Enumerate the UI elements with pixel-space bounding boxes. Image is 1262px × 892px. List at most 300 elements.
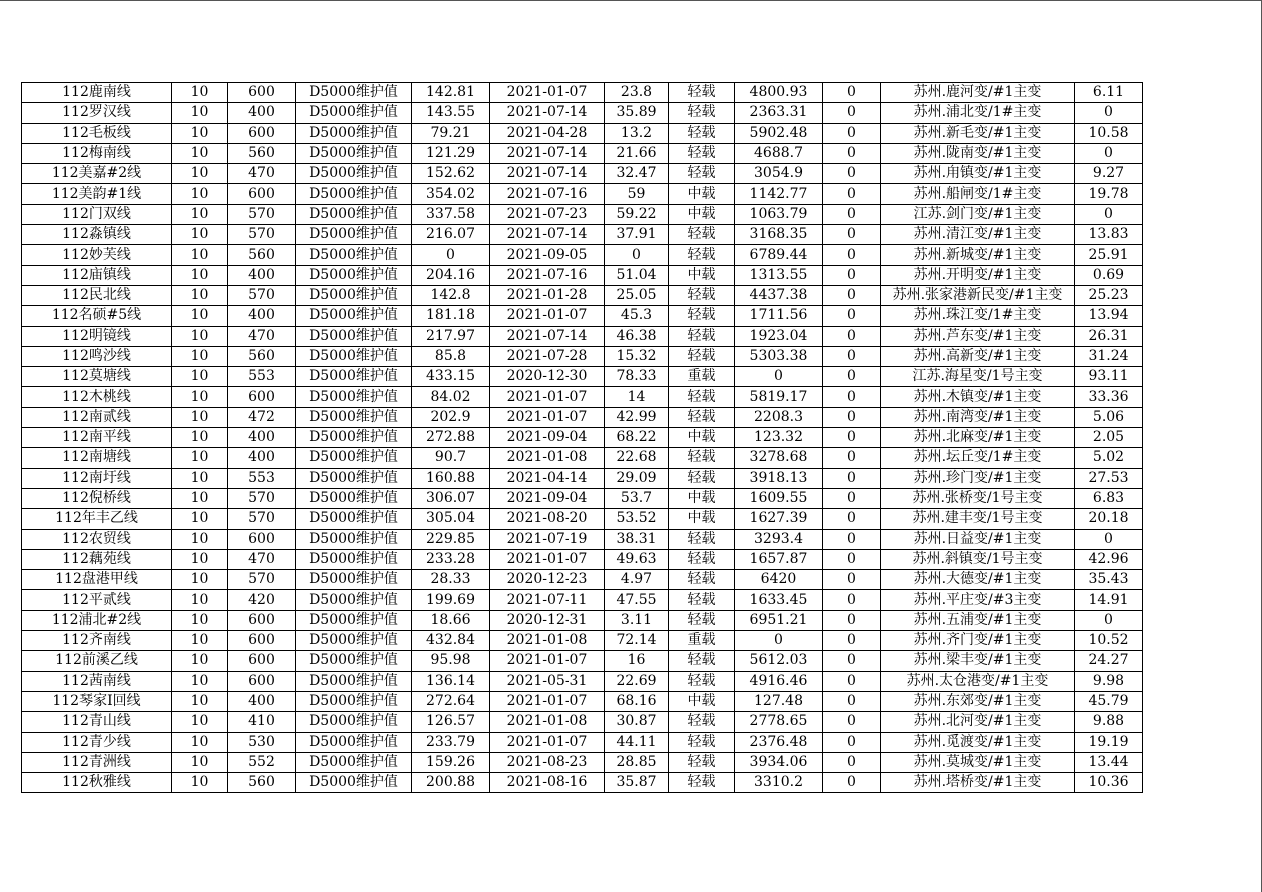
load-cell: 233.79	[412, 732, 490, 752]
transformer-cell: 苏州.莫城变/#1主变	[881, 752, 1075, 772]
zero-cell: 0	[823, 570, 881, 590]
margin-cell: 1627.39	[735, 509, 823, 529]
table-row	[22, 752, 1143, 772]
voltage-cell: 10	[172, 103, 228, 123]
load-rate-cell: 22.68	[605, 448, 669, 468]
capacity-cell: 472	[228, 407, 296, 427]
source-cell: D5000维护值	[296, 590, 412, 610]
voltage-cell: 10	[172, 83, 228, 103]
line-name-cell: 112前溪乙线	[22, 651, 172, 671]
capacity-cell: 400	[228, 103, 296, 123]
voltage-cell: 10	[172, 448, 228, 468]
capacity-cell: 400	[228, 428, 296, 448]
capacity-cell: 600	[228, 387, 296, 407]
date-cell: 2021-07-14	[490, 103, 605, 123]
source-cell: D5000维护值	[296, 326, 412, 346]
load-status-cell: 轻载	[669, 164, 735, 184]
load-status-cell: 轻载	[669, 773, 735, 793]
load-status-cell: 中载	[669, 691, 735, 711]
load-cell: 121.29	[412, 143, 490, 163]
table-row	[22, 367, 1143, 387]
load-cell: 204.16	[412, 265, 490, 285]
voltage-cell: 10	[172, 346, 228, 366]
table-row	[22, 773, 1143, 793]
line-name-cell: 112倪桥线	[22, 488, 172, 508]
margin-cell: 0	[735, 631, 823, 651]
load-rate-cell: 14	[605, 387, 669, 407]
margin-cell: 1923.04	[735, 326, 823, 346]
load-status-cell: 中载	[669, 509, 735, 529]
zero-cell: 0	[823, 83, 881, 103]
load-rate-cell: 23.8	[605, 83, 669, 103]
table-row	[22, 570, 1143, 590]
table-row	[22, 610, 1143, 630]
load-rate-cell: 53.52	[605, 509, 669, 529]
source-cell: D5000维护值	[296, 712, 412, 732]
transformer-cell: 苏州.平庄变/#3主变	[881, 590, 1075, 610]
value-cell: 25.23	[1075, 285, 1143, 305]
date-cell: 2021-07-14	[490, 164, 605, 184]
load-status-cell: 轻载	[669, 448, 735, 468]
voltage-cell: 10	[172, 691, 228, 711]
margin-cell: 1657.87	[735, 549, 823, 569]
table-row	[22, 509, 1143, 529]
margin-cell: 1609.55	[735, 488, 823, 508]
source-cell: D5000维护值	[296, 285, 412, 305]
load-rate-cell: 15.32	[605, 346, 669, 366]
voltage-cell: 10	[172, 509, 228, 529]
value-cell: 14.91	[1075, 590, 1143, 610]
line-name-cell: 112农贸线	[22, 529, 172, 549]
zero-cell: 0	[823, 448, 881, 468]
margin-cell: 3293.4	[735, 529, 823, 549]
source-cell: D5000维护值	[296, 732, 412, 752]
load-cell: 272.88	[412, 428, 490, 448]
table-row	[22, 204, 1143, 224]
capacity-cell: 570	[228, 509, 296, 529]
transformer-cell: 苏州.鹿河变/#1主变	[881, 83, 1075, 103]
load-rate-cell: 68.16	[605, 691, 669, 711]
source-cell: D5000维护值	[296, 387, 412, 407]
capacity-cell: 552	[228, 752, 296, 772]
voltage-cell: 10	[172, 671, 228, 691]
zero-cell: 0	[823, 712, 881, 732]
zero-cell: 0	[823, 488, 881, 508]
value-cell: 6.83	[1075, 488, 1143, 508]
voltage-cell: 10	[172, 752, 228, 772]
load-cell: 90.7	[412, 448, 490, 468]
margin-cell: 4916.46	[735, 671, 823, 691]
load-status-cell: 轻载	[669, 123, 735, 143]
load-cell: 305.04	[412, 509, 490, 529]
line-name-cell: 112庙镇线	[22, 265, 172, 285]
source-cell: D5000维护值	[296, 83, 412, 103]
zero-cell: 0	[823, 164, 881, 184]
capacity-cell: 420	[228, 590, 296, 610]
load-cell: 337.58	[412, 204, 490, 224]
zero-cell: 0	[823, 732, 881, 752]
transformer-cell: 苏州.木镇变/#1主变	[881, 387, 1075, 407]
load-rate-cell: 37.91	[605, 225, 669, 245]
date-cell: 2020-12-23	[490, 570, 605, 590]
margin-cell: 5819.17	[735, 387, 823, 407]
load-rate-cell: 29.09	[605, 468, 669, 488]
date-cell: 2021-07-16	[490, 184, 605, 204]
margin-cell: 6789.44	[735, 245, 823, 265]
date-cell: 2021-01-08	[490, 631, 605, 651]
load-status-cell: 中载	[669, 204, 735, 224]
load-status-cell: 轻载	[669, 225, 735, 245]
table-row	[22, 164, 1143, 184]
voltage-cell: 10	[172, 570, 228, 590]
load-cell: 142.8	[412, 285, 490, 305]
margin-cell: 6951.21	[735, 610, 823, 630]
load-status-cell: 轻载	[669, 712, 735, 732]
date-cell: 2021-07-23	[490, 204, 605, 224]
voltage-cell: 10	[172, 407, 228, 427]
load-rate-cell: 0	[605, 245, 669, 265]
capacity-cell: 560	[228, 245, 296, 265]
value-cell: 0	[1075, 529, 1143, 549]
table-row	[22, 245, 1143, 265]
capacity-cell: 600	[228, 83, 296, 103]
load-cell: 181.18	[412, 306, 490, 326]
load-status-cell: 轻载	[669, 732, 735, 752]
value-cell: 5.02	[1075, 448, 1143, 468]
source-cell: D5000维护值	[296, 752, 412, 772]
line-name-cell: 112梅南线	[22, 143, 172, 163]
table-row	[22, 103, 1143, 123]
date-cell: 2021-01-07	[490, 691, 605, 711]
margin-cell: 0	[735, 367, 823, 387]
date-cell: 2021-01-08	[490, 448, 605, 468]
table-row	[22, 143, 1143, 163]
zero-cell: 0	[823, 225, 881, 245]
line-name-cell: 112鹿南线	[22, 83, 172, 103]
line-name-cell: 112茜南线	[22, 671, 172, 691]
table-row	[22, 326, 1143, 346]
voltage-cell: 10	[172, 245, 228, 265]
transformer-cell: 苏州.塔桥变/#1主变	[881, 773, 1075, 793]
source-cell: D5000维护值	[296, 346, 412, 366]
value-cell: 19.78	[1075, 184, 1143, 204]
capacity-cell: 470	[228, 164, 296, 184]
voltage-cell: 10	[172, 326, 228, 346]
margin-cell: 2376.48	[735, 732, 823, 752]
load-cell: 200.88	[412, 773, 490, 793]
value-cell: 26.31	[1075, 326, 1143, 346]
transformer-cell: 苏州.船闸变/1#主变	[881, 184, 1075, 204]
load-status-cell: 轻载	[669, 590, 735, 610]
transformer-cell: 苏州.新毛变/#1主变	[881, 123, 1075, 143]
value-cell: 9.88	[1075, 712, 1143, 732]
load-cell: 79.21	[412, 123, 490, 143]
source-cell: D5000维护值	[296, 529, 412, 549]
value-cell: 13.44	[1075, 752, 1143, 772]
table-row	[22, 651, 1143, 671]
capacity-cell: 600	[228, 671, 296, 691]
capacity-cell: 400	[228, 448, 296, 468]
zero-cell: 0	[823, 387, 881, 407]
load-status-cell: 中载	[669, 428, 735, 448]
source-cell: D5000维护值	[296, 468, 412, 488]
line-name-cell: 112平贰线	[22, 590, 172, 610]
transformer-cell: 苏州.北河变/#1主变	[881, 712, 1075, 732]
capacity-cell: 530	[228, 732, 296, 752]
source-cell: D5000维护值	[296, 306, 412, 326]
load-rate-cell: 32.47	[605, 164, 669, 184]
value-cell: 93.11	[1075, 367, 1143, 387]
source-cell: D5000维护值	[296, 691, 412, 711]
source-cell: D5000维护值	[296, 225, 412, 245]
source-cell: D5000维护值	[296, 184, 412, 204]
capacity-cell: 410	[228, 712, 296, 732]
voltage-cell: 10	[172, 631, 228, 651]
load-rate-cell: 30.87	[605, 712, 669, 732]
load-rate-cell: 44.11	[605, 732, 669, 752]
margin-cell: 3278.68	[735, 448, 823, 468]
date-cell: 2021-07-14	[490, 143, 605, 163]
zero-cell: 0	[823, 346, 881, 366]
load-rate-cell: 25.05	[605, 285, 669, 305]
load-rate-cell: 72.14	[605, 631, 669, 651]
value-cell: 6.11	[1075, 83, 1143, 103]
margin-cell: 3918.13	[735, 468, 823, 488]
zero-cell: 0	[823, 671, 881, 691]
capacity-cell: 553	[228, 468, 296, 488]
value-cell: 24.27	[1075, 651, 1143, 671]
line-name-cell: 112南平线	[22, 428, 172, 448]
zero-cell: 0	[823, 529, 881, 549]
voltage-cell: 10	[172, 428, 228, 448]
capacity-cell: 570	[228, 204, 296, 224]
load-cell: 18.66	[412, 610, 490, 630]
voltage-cell: 10	[172, 590, 228, 610]
line-name-cell: 112木桃线	[22, 387, 172, 407]
zero-cell: 0	[823, 773, 881, 793]
capacity-cell: 600	[228, 123, 296, 143]
value-cell: 10.58	[1075, 123, 1143, 143]
load-rate-cell: 45.3	[605, 306, 669, 326]
line-name-cell: 112青山线	[22, 712, 172, 732]
load-cell: 0	[412, 245, 490, 265]
feeder-load-table	[21, 82, 1143, 793]
zero-cell: 0	[823, 285, 881, 305]
load-rate-cell: 13.2	[605, 123, 669, 143]
source-cell: D5000维护值	[296, 204, 412, 224]
date-cell: 2021-01-07	[490, 83, 605, 103]
table-row	[22, 428, 1143, 448]
capacity-cell: 560	[228, 346, 296, 366]
zero-cell: 0	[823, 103, 881, 123]
table-row	[22, 732, 1143, 752]
voltage-cell: 10	[172, 164, 228, 184]
zero-cell: 0	[823, 631, 881, 651]
voltage-cell: 10	[172, 306, 228, 326]
voltage-cell: 10	[172, 468, 228, 488]
transformer-cell: 苏州.珍门变/#1主变	[881, 468, 1075, 488]
load-status-cell: 轻载	[669, 570, 735, 590]
date-cell: 2021-01-07	[490, 732, 605, 752]
voltage-cell: 10	[172, 732, 228, 752]
line-name-cell: 112青少线	[22, 732, 172, 752]
line-name-cell: 112盘港甲线	[22, 570, 172, 590]
source-cell: D5000维护值	[296, 367, 412, 387]
zero-cell: 0	[823, 306, 881, 326]
transformer-cell: 苏州.甪镇变/#1主变	[881, 164, 1075, 184]
table-row	[22, 407, 1143, 427]
source-cell: D5000维护值	[296, 651, 412, 671]
page-top-border	[0, 0, 1262, 1]
margin-cell: 5612.03	[735, 651, 823, 671]
date-cell: 2021-01-07	[490, 407, 605, 427]
load-status-cell: 轻载	[669, 468, 735, 488]
load-cell: 142.81	[412, 83, 490, 103]
source-cell: D5000维护值	[296, 671, 412, 691]
capacity-cell: 570	[228, 488, 296, 508]
load-cell: 433.15	[412, 367, 490, 387]
value-cell: 25.91	[1075, 245, 1143, 265]
table-row	[22, 265, 1143, 285]
capacity-cell: 570	[228, 285, 296, 305]
margin-cell: 4688.7	[735, 143, 823, 163]
zero-cell: 0	[823, 123, 881, 143]
source-cell: D5000维护值	[296, 631, 412, 651]
capacity-cell: 600	[228, 610, 296, 630]
value-cell: 0	[1075, 610, 1143, 630]
value-cell: 10.36	[1075, 773, 1143, 793]
source-cell: D5000维护值	[296, 488, 412, 508]
load-cell: 85.8	[412, 346, 490, 366]
value-cell: 10.52	[1075, 631, 1143, 651]
voltage-cell: 10	[172, 285, 228, 305]
line-name-cell: 112南圩线	[22, 468, 172, 488]
load-status-cell: 中载	[669, 265, 735, 285]
load-cell: 159.26	[412, 752, 490, 772]
table-row	[22, 83, 1143, 103]
margin-cell: 3310.2	[735, 773, 823, 793]
value-cell: 9.27	[1075, 164, 1143, 184]
capacity-cell: 560	[228, 773, 296, 793]
load-status-cell: 轻载	[669, 671, 735, 691]
load-cell: 160.88	[412, 468, 490, 488]
zero-cell: 0	[823, 752, 881, 772]
line-name-cell: 112美韵#1线	[22, 184, 172, 204]
transformer-cell: 江苏.海星变/1号主变	[881, 367, 1075, 387]
margin-cell: 5902.48	[735, 123, 823, 143]
margin-cell: 5303.38	[735, 346, 823, 366]
margin-cell: 1711.56	[735, 306, 823, 326]
source-cell: D5000维护值	[296, 448, 412, 468]
transformer-cell: 苏州.觅渡变/#1主变	[881, 732, 1075, 752]
load-cell: 217.97	[412, 326, 490, 346]
capacity-cell: 560	[228, 143, 296, 163]
voltage-cell: 10	[172, 204, 228, 224]
table-row	[22, 184, 1143, 204]
load-rate-cell: 59.22	[605, 204, 669, 224]
table-body	[22, 83, 1143, 793]
voltage-cell: 10	[172, 367, 228, 387]
line-name-cell: 112民北线	[22, 285, 172, 305]
zero-cell: 0	[823, 509, 881, 529]
transformer-cell: 江苏.剑门变/#1主变	[881, 204, 1075, 224]
line-name-cell: 112青洲线	[22, 752, 172, 772]
source-cell: D5000维护值	[296, 570, 412, 590]
zero-cell: 0	[823, 204, 881, 224]
date-cell: 2021-09-05	[490, 245, 605, 265]
date-cell: 2021-09-04	[490, 488, 605, 508]
transformer-cell: 苏州.浦北变/1#主变	[881, 103, 1075, 123]
transformer-cell: 苏州.梁丰变/#1主变	[881, 651, 1075, 671]
value-cell: 20.18	[1075, 509, 1143, 529]
voltage-cell: 10	[172, 610, 228, 630]
load-cell: 272.64	[412, 691, 490, 711]
value-cell: 33.36	[1075, 387, 1143, 407]
source-cell: D5000维护值	[296, 428, 412, 448]
margin-cell: 3934.06	[735, 752, 823, 772]
load-rate-cell: 16	[605, 651, 669, 671]
transformer-cell: 苏州.大德变/#1主变	[881, 570, 1075, 590]
load-rate-cell: 47.55	[605, 590, 669, 610]
zero-cell: 0	[823, 265, 881, 285]
load-rate-cell: 51.04	[605, 265, 669, 285]
line-name-cell: 112藕苑线	[22, 549, 172, 569]
date-cell: 2020-12-30	[490, 367, 605, 387]
load-rate-cell: 35.89	[605, 103, 669, 123]
load-status-cell: 轻载	[669, 549, 735, 569]
table-row	[22, 387, 1143, 407]
table-row	[22, 123, 1143, 143]
table-row	[22, 631, 1143, 651]
transformer-cell: 苏州.齐门变/#1主变	[881, 631, 1075, 651]
value-cell: 42.96	[1075, 549, 1143, 569]
date-cell: 2021-04-28	[490, 123, 605, 143]
date-cell: 2021-08-16	[490, 773, 605, 793]
margin-cell: 3168.35	[735, 225, 823, 245]
zero-cell: 0	[823, 691, 881, 711]
load-rate-cell: 46.38	[605, 326, 669, 346]
date-cell: 2021-01-28	[490, 285, 605, 305]
load-cell: 152.62	[412, 164, 490, 184]
load-status-cell: 轻载	[669, 326, 735, 346]
table-row	[22, 691, 1143, 711]
line-name-cell: 112门双线	[22, 204, 172, 224]
transformer-cell: 苏州.南湾变/#1主变	[881, 407, 1075, 427]
margin-cell: 2208.3	[735, 407, 823, 427]
capacity-cell: 400	[228, 306, 296, 326]
table-row	[22, 590, 1143, 610]
source-cell: D5000维护值	[296, 773, 412, 793]
line-name-cell: 112南塘线	[22, 448, 172, 468]
margin-cell: 123.32	[735, 428, 823, 448]
date-cell: 2021-09-04	[490, 428, 605, 448]
date-cell: 2021-01-08	[490, 712, 605, 732]
value-cell: 9.98	[1075, 671, 1143, 691]
date-cell: 2021-07-11	[490, 590, 605, 610]
load-status-cell: 中载	[669, 488, 735, 508]
load-status-cell: 重载	[669, 367, 735, 387]
table-row	[22, 448, 1143, 468]
zero-cell: 0	[823, 407, 881, 427]
table-row	[22, 285, 1143, 305]
transformer-cell: 苏州.五浦变/#1主变	[881, 610, 1075, 630]
transformer-cell: 苏州.清江变/#1主变	[881, 225, 1075, 245]
voltage-cell: 10	[172, 225, 228, 245]
load-status-cell: 轻载	[669, 610, 735, 630]
voltage-cell: 10	[172, 387, 228, 407]
load-status-cell: 轻载	[669, 306, 735, 326]
load-status-cell: 轻载	[669, 651, 735, 671]
